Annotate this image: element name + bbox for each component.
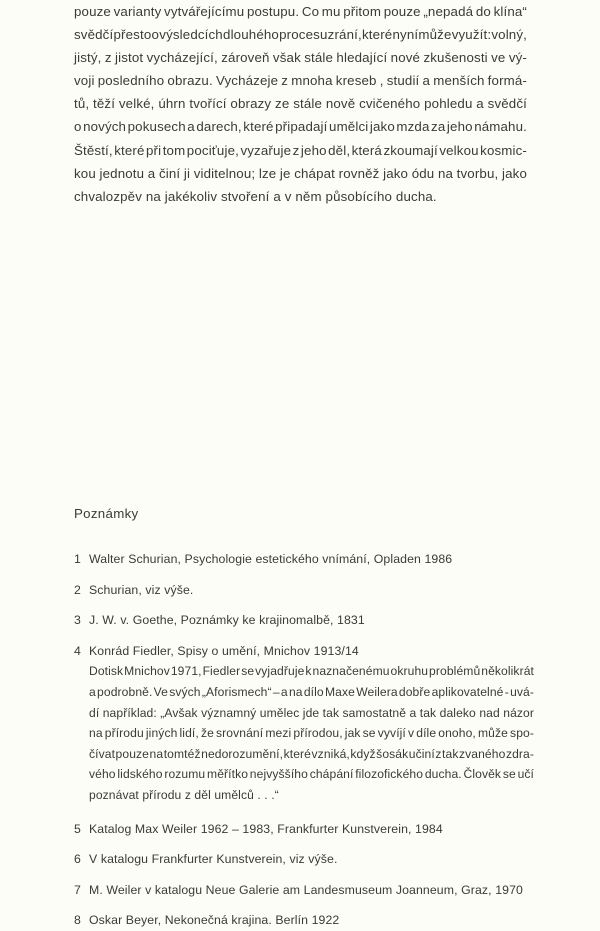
notes-section <box>74 505 534 931</box>
note-subline: vého lidského rozumu měřítko nejvyššího chápání filozofického ducha. Člověk se učí <box>89 767 534 782</box>
body-paragraph <box>74 0 527 208</box>
body-line: voji posledního obrazu. Vycházeje z mnoha kreseb , studií a menších formá- <box>74 73 527 89</box>
body-line: chvalozpěv na jakékoliv stvoření a v něm působícího ducha. <box>74 188 437 204</box>
note-item <box>74 910 534 931</box>
note-subline: na přírodu jiných lidí, že srovnání mezi přírodou, jak se vyvíjí v díle onoho, může spo- <box>89 726 534 741</box>
body-line: Štěstí, které při tom pociťuje, vyzařuje z jeho děl, která zkoumají velkou kosmic- <box>74 142 527 158</box>
note-text: Oskar Beyer, Nekonečná krajina. Berlín 1922 <box>89 913 340 928</box>
note-item <box>74 849 534 870</box>
body-line: svědčí přesto o výsledcích dlouhého procesu zrání, které nyní může využít: volný, <box>74 27 527 43</box>
note-number: 7 <box>74 882 81 897</box>
note-number: 5 <box>74 821 81 836</box>
note-text: V katalogu Frankfurter Kunstverein, viz výše. <box>89 852 338 867</box>
note-number: 2 <box>74 582 81 597</box>
note-number: 3 <box>74 613 81 628</box>
note-text: Schurian, viz výše. <box>89 582 194 597</box>
note-text: Katalog Max Weiler 1962 – 1983, Frankfurter Kunstverein, 1984 <box>89 821 443 836</box>
note-subline: dí například: „Avšak významný umělec jde tak samostatně a tak daleko nad názor <box>89 705 534 720</box>
note-subline: čívat pouze na tomtéž nedorozumění, které vzniká, když šosák učiní z tak zvaného zdra- <box>89 746 534 761</box>
note-number: 4 <box>74 643 81 658</box>
note-number: 8 <box>74 913 81 928</box>
body-line: pouze varianty vytvářejícímu postupu. Co mu přitom pouze „nepadá do klína“ <box>74 4 527 19</box>
body-line: o nových pokusech a darech, které připadají umělci jako mzda za jeho námahu. <box>74 119 527 135</box>
note-item <box>74 549 534 570</box>
body-line: tů, těží velké, úhrn tvořící obrazy ze stále nově cvičeného pohledu a svědčí <box>74 96 527 112</box>
note-subline: Dotisk Mnichov 1971, Fiedler se vyjadřuje k naznačenému okruhu problémů několikrát <box>89 664 534 679</box>
note-item <box>74 610 534 631</box>
note-text: Walter Schurian, Psychologie estetického vnímání, Opladen 1986 <box>89 552 453 566</box>
note-item <box>74 641 534 806</box>
note-text: J. W. v. Goethe, Poznámky ke krajinomalbě, 1831 <box>89 613 365 628</box>
note-number: 6 <box>74 852 81 867</box>
note-item <box>74 880 534 901</box>
note-item <box>74 819 534 840</box>
body-line: jistý, z jistot vycházející, zároveň však stále hledající nové zkušenosti ve vý- <box>74 50 527 66</box>
body-line: kou jednotu a činí ji viditelnou; lze je chápat rovněž jako ódu na tvorbu, jako <box>74 165 527 181</box>
notes-heading: Poznámky <box>74 506 139 521</box>
note-item <box>74 580 534 601</box>
note-text: Konrád Fiedler, Spisy o umění, Mnichov 1913/14 <box>89 643 359 658</box>
note-text: M. Weiler v katalogu Neue Galerie am Landesmuseum Joanneum, Graz, 1970 <box>89 882 523 897</box>
note-subline: poznávat přírodu z děl umělců . . .“ <box>89 787 279 802</box>
note-number: 1 <box>74 552 81 566</box>
note-subline: a podrobně. Ve svých „Aforismech“ – a na dílo Maxe Weilera dobře aplikovatelné - uvá- <box>89 684 534 699</box>
